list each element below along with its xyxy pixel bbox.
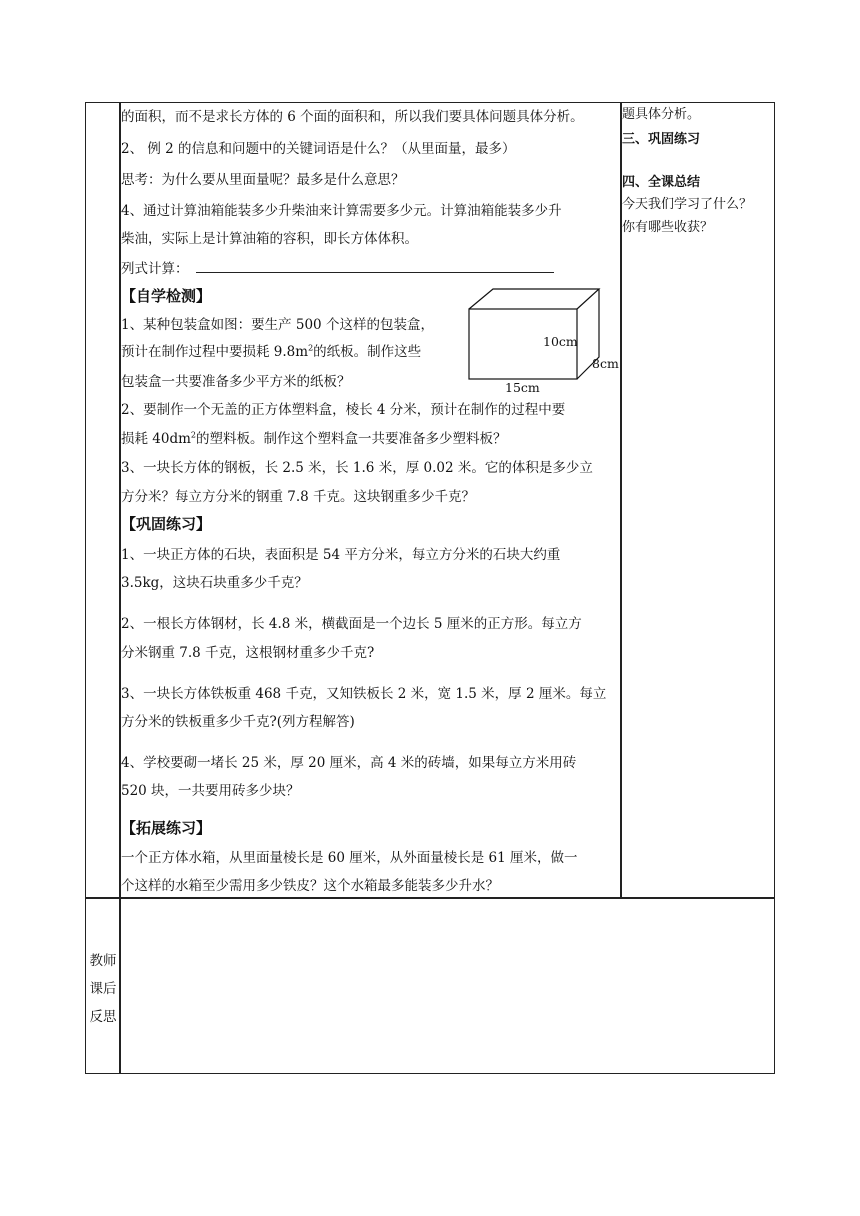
- box-diagram: [465, 285, 615, 395]
- text-line: 的面积，而不是求长方体的 6 个面的面积和，所以我们要具体问题具体分析。: [121, 109, 584, 125]
- item-4-line2: 柴油，实际上是计算油箱的容积，即长方体体积。: [121, 231, 418, 247]
- formula-label: 列式计算：: [121, 261, 189, 277]
- self-2-line1: 2、要制作一个无盖的正方体塑料盒，棱长 4 分米，预计在制作的过程中要: [121, 402, 566, 418]
- practice-4-line1: 4、学校要砌一堵长 25 米，厚 20 厘米，高 4 米的砖墙，如果每立方米用砖: [121, 755, 577, 771]
- think-prompt: 思考：为什么要从里面量呢？最多是什么意思？: [121, 172, 405, 188]
- practice-2-line1: 2、一根长方体钢材，长 4.8 米，横截面是一个边长 5 厘米的正方形。每立方: [121, 616, 582, 632]
- reflection-label-1: 教师: [89, 953, 117, 969]
- self-1-line2: 预计在制作过程中要损耗 $9.8m^2$的纸板。制作这些: [121, 343, 422, 360]
- self-3-line1: 3、一块长方体的钢板，长 2.5 米，长 1.6 米，厚 0.02 米。它的体积是多少立: [121, 460, 593, 476]
- self-1-line3: 包装盒一共要准备多少平方米的纸板？: [121, 374, 351, 390]
- question-2: 2、 例 2 的信息和问题中的关键词语是什么？（从里面量，最多）: [121, 141, 516, 157]
- practice-1-line1: 1、一块正方体的石块，表面积是 54 平方分米，每立方分米的石块大约重: [121, 547, 561, 563]
- practice-3-line2: 方分米的铁板重多少千克?(列方程解答): [121, 714, 355, 730]
- right-question-2: 你有哪些收获？: [622, 220, 714, 235]
- right-question-1: 今天我们学习了什么？: [622, 197, 753, 212]
- section-extension: 【拓展练习】: [121, 819, 212, 837]
- self-1-line1: 1、某种包装盒如图：要生产 500 个这样的包装盒，: [121, 317, 434, 333]
- box-height-label: 10cm: [543, 334, 578, 349]
- practice-4-line2: 520 块，一共要用砖多少块？: [121, 783, 300, 799]
- section-practice: 【巩固练习】: [121, 515, 212, 533]
- extension-line2: 个这样的水箱至少需用多少铁皮？这个水箱最多能装多少升水？: [121, 878, 499, 894]
- row-divider: [85, 897, 775, 899]
- right-heading-practice: 三、巩固练习: [622, 132, 701, 147]
- answer-line: [196, 272, 554, 273]
- reflection-label-2: 课后: [89, 981, 117, 997]
- box-width-label: 8cm: [592, 356, 619, 371]
- practice-1-line2: 3.5kg，这块石块重多少千克？: [121, 575, 308, 591]
- extension-line1: 一个正方体水箱，从里面量棱长是 60 厘米，从外面量棱长是 61 厘米，做一: [121, 850, 578, 866]
- right-heading-summary: 四、全课总结: [622, 175, 701, 190]
- practice-2-line2: 分米钢重 7.8 千克，这根钢材重多少千克?: [121, 645, 375, 661]
- box-length-label: 15cm: [505, 380, 540, 395]
- right-note: 题具体分析。: [622, 107, 701, 122]
- reflection-label-3: 反思: [89, 1009, 117, 1025]
- item-4-line1: 4、通过计算油箱能装多少升柴油来计算需要多少元。计算油箱能装多少升: [121, 203, 562, 219]
- self-2-line2: 损耗 $40dm^2$的塑料板。制作这个塑料盒一共要准备多少塑料板？: [121, 430, 507, 447]
- practice-3-line1: 3、一块长方体铁板重 468 千克，又知铁板长 2 米，宽 1.5 米，厚 2 厘米。每立: [121, 686, 607, 702]
- section-self-check: 【自学检测】: [121, 287, 212, 305]
- self-3-line2: 方分米？每立方分米的钢重 7.8 千克。这块钢重多少千克？: [121, 489, 476, 505]
